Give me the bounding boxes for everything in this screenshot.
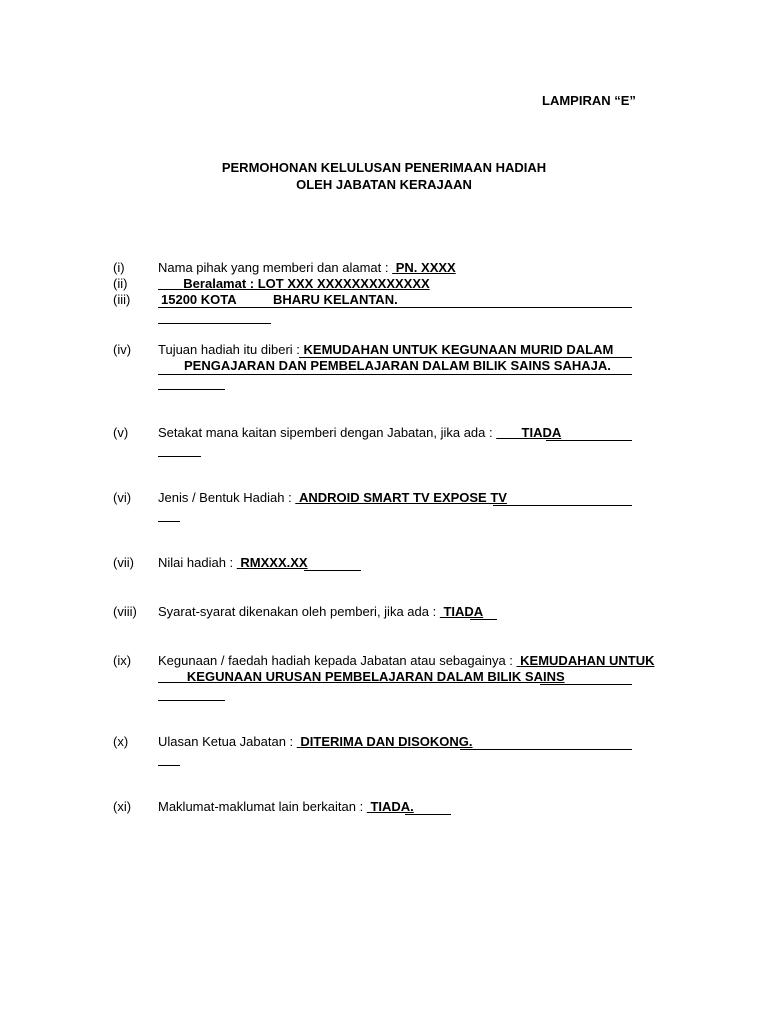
item-ix-value-line-1: KEMUDAHAN UNTUK — [520, 653, 655, 668]
item-vi-underline — [493, 505, 632, 506]
item-iii-value-b: BHARU KELANTAN. — [273, 292, 398, 307]
item-ix-field — [158, 653, 654, 669]
annex-label: LAMPIRAN “E” — [542, 93, 636, 108]
item-iv-underline-2 — [158, 374, 632, 375]
item-iii-continuation-line — [158, 323, 271, 324]
item-ii-value: Beralamat : LOT XXX XXXXXXXXXXXXX — [183, 276, 430, 291]
item-number-viii: (viii) — [113, 604, 137, 619]
item-viii-label: Syarat-syarat dikenakan oleh pemberi, jika ada : — [158, 604, 440, 619]
item-v-value: TIADA — [521, 425, 562, 440]
item-viii-value: TIADA — [443, 604, 484, 619]
item-vi-label: Jenis / Bentuk Hadiah : — [158, 490, 296, 505]
item-vii-underline — [304, 570, 361, 571]
item-number-vii: (vii) — [113, 555, 134, 570]
item-v-continuation-line — [158, 456, 201, 457]
item-iv-continuation-line — [158, 389, 225, 390]
item-vii-field — [158, 555, 308, 571]
item-xi-label: Maklumat-maklumat lain berkaitan : — [158, 799, 367, 814]
item-x-label: Ulasan Ketua Jabatan : — [158, 734, 297, 749]
item-number-i: (i) — [113, 260, 125, 275]
item-x-field — [158, 734, 473, 750]
item-vii-label: Nilai hadiah : — [158, 555, 237, 570]
item-ix-underline — [540, 684, 632, 685]
item-number-vi: (vi) — [113, 490, 132, 505]
item-ix-label: Kegunaan / faedah hadiah kepada Jabatan atau sebagainya : — [158, 653, 517, 668]
item-xi-value: TIADA. — [370, 799, 414, 814]
item-iv-label: Tujuan hadiah itu diberi : — [158, 342, 304, 357]
item-iv-value-line-1: KEMUDAHAN UNTUK KEGUNAAN MURID DALAM — [303, 342, 614, 357]
item-viii-field — [158, 604, 483, 620]
item-v-field — [158, 425, 561, 441]
item-i-value: PN. XXXX — [395, 260, 456, 275]
item-v-label: Setakat mana kaitan sipemberi dengan Jabatan, jika ada : — [158, 425, 497, 440]
item-x-underline — [460, 749, 632, 750]
item-x-continuation-line — [158, 765, 180, 766]
item-i-label: Nama pihak yang memberi dan alamat : — [158, 260, 393, 275]
item-x-value: DITERIMA DAN DISOKONG. — [300, 734, 473, 749]
item-iv-field — [158, 342, 613, 358]
item-number-x: (x) — [113, 734, 129, 749]
form-title-line-1: PERMOHONAN KELULUSAN PENERIMAAN HADIAH — [221, 160, 547, 175]
item-number-v: (v) — [113, 425, 129, 440]
item-v-underline — [546, 440, 632, 441]
item-vi-value: ANDROID SMART TV EXPOSE TV — [298, 490, 507, 505]
form-title-line-2: OLEH JABATAN KERAJAAN — [296, 177, 472, 192]
item-i-field — [158, 260, 456, 276]
item-xi-underline — [405, 814, 451, 815]
item-number-iii: (iii) — [113, 292, 131, 307]
item-vi-continuation-line — [158, 521, 180, 522]
item-iii-underline — [158, 307, 632, 308]
item-number-xi: (xi) — [113, 799, 132, 814]
item-vi-field — [158, 490, 507, 506]
item-vii-value: RMXXX.XX — [240, 555, 308, 570]
item-viii-underline — [470, 619, 497, 620]
item-iii-value-a: 15200 KOTA — [161, 292, 237, 307]
item-ix-value-line-2: KEGUNAAN URUSAN PEMBELAJARAN DALAM BILIK SAINS — [186, 669, 565, 684]
item-xi-field — [158, 799, 414, 815]
item-iv-value-line-2: PENGAJARAN DAN PEMBELAJARAN DALAM BILIK SAINS SAHAJA. — [184, 358, 611, 373]
item-ix-continuation-line — [158, 700, 225, 701]
item-number-iv: (iv) — [113, 342, 132, 357]
item-number-ii: (ii) — [113, 276, 128, 291]
item-number-ix: (ix) — [113, 653, 132, 668]
